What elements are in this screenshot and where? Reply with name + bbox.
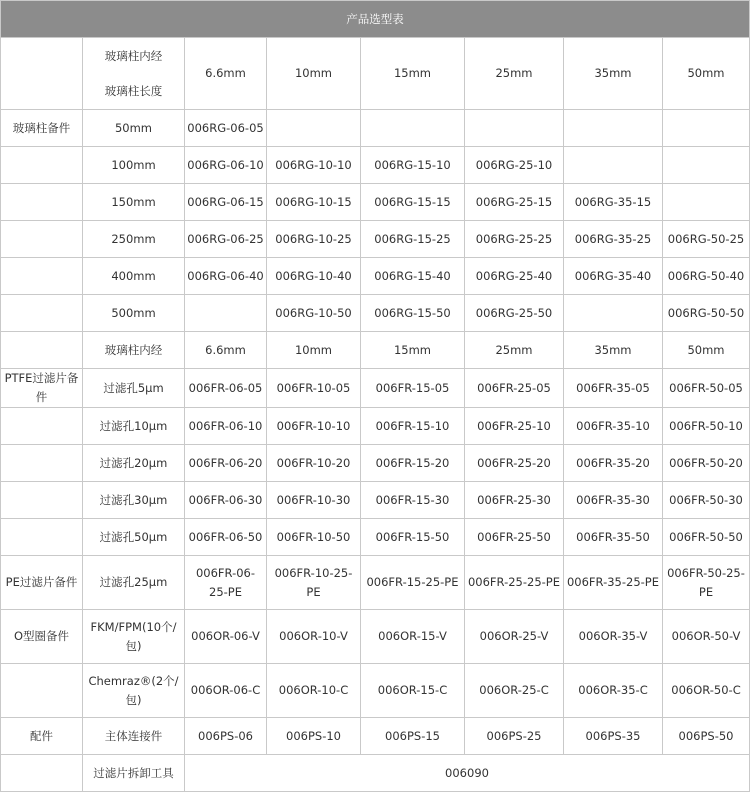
part-number-cell: 006FR-50-25-PE: [663, 556, 750, 610]
part-number-cell: 006OR-15-V: [361, 610, 465, 664]
group-empty-cell: [1, 408, 83, 445]
part-number-cell: 006RG-25-15: [465, 184, 564, 221]
row-label: 主体连接件: [83, 718, 185, 755]
part-number-cell: 006RG-10-10: [267, 147, 361, 184]
part-number-cell: 006FR-50-10: [663, 408, 750, 445]
row-label: 500mm: [83, 295, 185, 332]
oring-group-label: O型圈备件: [1, 610, 83, 664]
pe-group-label: PE过滤片备件: [1, 556, 83, 610]
table-row: [1, 110, 750, 147]
part-number-cell: 006OR-50-V: [663, 610, 750, 664]
table-row: [1, 718, 750, 755]
part-number-cell: 006RG-15-10: [361, 147, 465, 184]
part-number-cell: 006RG-15-25: [361, 221, 465, 258]
part-number-cell: 006RG-25-10: [465, 147, 564, 184]
part-number-cell: 006FR-10-20: [267, 445, 361, 482]
part-number-cell: 006FR-35-50: [564, 519, 663, 556]
ptfe-group-label: PTFE过滤片备件: [1, 369, 83, 408]
part-number-cell: 006OR-15-C: [361, 664, 465, 718]
diameter-header: 6.6mm: [185, 38, 267, 110]
row-label: 过滤孔20μm: [83, 445, 185, 482]
part-number-cell: 006RG-10-15: [267, 184, 361, 221]
part-number-cell: 006OR-25-V: [465, 610, 564, 664]
part-number-cell: 006PS-25: [465, 718, 564, 755]
part-number-cell: 006RG-06-10: [185, 147, 267, 184]
part-number-cell: 006RG-25-50: [465, 295, 564, 332]
group-empty-cell: [1, 519, 83, 556]
group-empty-cell: [1, 184, 83, 221]
table-row: [1, 610, 750, 664]
part-number-cell: 006OR-06-V: [185, 610, 267, 664]
part-number-cell: 006FR-06-30: [185, 482, 267, 519]
part-number-cell: 006FR-10-25-PE: [267, 556, 361, 610]
part-number-cell: 006OR-35-V: [564, 610, 663, 664]
part-number-cell: 006FR-06-50: [185, 519, 267, 556]
part-number-cell: 006FR-50-30: [663, 482, 750, 519]
table-row: [1, 408, 750, 445]
diameter-header: 50mm: [663, 38, 750, 110]
part-number-cell: 006090: [185, 755, 750, 792]
part-number-cell: 006FR-10-05: [267, 369, 361, 408]
part-number-cell: 006RG-50-40: [663, 258, 750, 295]
part-number-cell: 006RG-25-25: [465, 221, 564, 258]
part-number-cell: 006PS-06: [185, 718, 267, 755]
part-number-cell: 006OR-10-C: [267, 664, 361, 718]
part-number-cell: 006FR-35-25-PE: [564, 556, 663, 610]
part-number-cell: 006FR-06-05: [185, 369, 267, 408]
diameter-header: 25mm: [465, 332, 564, 369]
group-empty-cell: [1, 295, 83, 332]
table-row: [1, 369, 750, 408]
part-number-cell: 006FR-50-20: [663, 445, 750, 482]
diameter-header: 50mm: [663, 332, 750, 369]
part-number-cell: 006PS-10: [267, 718, 361, 755]
part-number-cell: 006FR-25-20: [465, 445, 564, 482]
diameter-header: 35mm: [564, 332, 663, 369]
table-row: [1, 147, 750, 184]
part-number-cell: 006FR-50-50: [663, 519, 750, 556]
group-empty-cell: [1, 258, 83, 295]
part-number-cell: 006RG-06-05: [185, 110, 267, 147]
part-number-cell: 006FR-06-25-PE: [185, 556, 267, 610]
group-empty-cell: [1, 332, 83, 369]
part-number-cell: 006RG-06-40: [185, 258, 267, 295]
filter-inner-diameter-label: 玻璃柱内经: [83, 332, 185, 369]
part-number-cell: 006RG-35-40: [564, 258, 663, 295]
part-number-cell: 006FR-15-25-PE: [361, 556, 465, 610]
part-number-cell: 006OR-10-V: [267, 610, 361, 664]
part-number-cell: 006FR-35-30: [564, 482, 663, 519]
part-number-cell: 006FR-15-05: [361, 369, 465, 408]
group-empty-cell: [1, 445, 83, 482]
part-number-cell: 006OR-06-C: [185, 664, 267, 718]
part-number-cell: 006FR-35-10: [564, 408, 663, 445]
row-label: 100mm: [83, 147, 185, 184]
table-row: [1, 755, 750, 792]
glass-group-label: 玻璃柱备件: [1, 110, 83, 147]
group-empty-cell: [1, 482, 83, 519]
table-row: [1, 221, 750, 258]
table-row: [1, 519, 750, 556]
part-number-cell: 006RG-10-25: [267, 221, 361, 258]
row-label: 50mm: [83, 110, 185, 147]
row-label: 150mm: [83, 184, 185, 221]
part-number-cell: [663, 110, 750, 147]
part-number-cell: [564, 110, 663, 147]
table-row: [1, 664, 750, 718]
part-number-cell: 006FR-25-10: [465, 408, 564, 445]
part-number-cell: 006FR-15-20: [361, 445, 465, 482]
part-number-cell: 006FR-25-25-PE: [465, 556, 564, 610]
part-number-cell: 006FR-15-30: [361, 482, 465, 519]
part-number-cell: 006RG-15-50: [361, 295, 465, 332]
part-number-cell: 006FR-25-50: [465, 519, 564, 556]
part-number-cell: 006RG-15-40: [361, 258, 465, 295]
part-number-cell: [564, 147, 663, 184]
table-row: [1, 556, 750, 610]
part-number-cell: 006FR-10-30: [267, 482, 361, 519]
part-number-cell: 006RG-10-40: [267, 258, 361, 295]
part-number-cell: [361, 110, 465, 147]
part-number-cell: 006OR-25-C: [465, 664, 564, 718]
part-number-cell: 006FR-35-05: [564, 369, 663, 408]
part-number-cell: 006FR-15-10: [361, 408, 465, 445]
part-number-cell: 006PS-15: [361, 718, 465, 755]
table-row: [1, 482, 750, 519]
row-label: 过滤孔10μm: [83, 408, 185, 445]
glass-inner-diameter-label: 玻璃柱内经: [104, 48, 163, 63]
part-number-cell: 006RG-06-15: [185, 184, 267, 221]
part-number-cell: 006RG-15-15: [361, 184, 465, 221]
row-label: 过滤片拆卸工具: [83, 755, 185, 792]
row-label: 过滤孔50μm: [83, 519, 185, 556]
part-number-cell: 006RG-50-50: [663, 295, 750, 332]
part-number-cell: 006FR-35-20: [564, 445, 663, 482]
diameter-header: 15mm: [361, 332, 465, 369]
part-number-cell: 006RG-25-40: [465, 258, 564, 295]
header-empty-cell: [1, 38, 83, 110]
table-row: [1, 184, 750, 221]
part-number-cell: 006RG-10-50: [267, 295, 361, 332]
part-number-cell: 006FR-10-10: [267, 408, 361, 445]
table-title: 产品选型表: [1, 1, 750, 38]
part-number-cell: 006FR-25-30: [465, 482, 564, 519]
row-label: 400mm: [83, 258, 185, 295]
row-label: 过滤孔25μm: [83, 556, 185, 610]
row-label: FKM/FPM(10个/包): [83, 610, 185, 664]
part-number-cell: [465, 110, 564, 147]
part-number-cell: 006FR-25-05: [465, 369, 564, 408]
part-number-cell: 006FR-06-20: [185, 445, 267, 482]
group-empty-cell: [1, 221, 83, 258]
diameter-header: 25mm: [465, 38, 564, 110]
diameter-header: 6.6mm: [185, 332, 267, 369]
part-number-cell: 006OR-50-C: [663, 664, 750, 718]
group-empty-cell: [1, 755, 83, 792]
group-empty-cell: [1, 147, 83, 184]
group-empty-cell: [1, 664, 83, 718]
part-number-cell: [663, 184, 750, 221]
row-label: Chemraz®(2个/包): [83, 664, 185, 718]
table-row: [1, 295, 750, 332]
part-number-cell: 006RG-35-25: [564, 221, 663, 258]
parts-group-label: 配件: [1, 718, 83, 755]
diameter-header: 10mm: [267, 38, 361, 110]
part-number-cell: 006FR-15-50: [361, 519, 465, 556]
part-number-cell: 006RG-35-15: [564, 184, 663, 221]
row-label: 250mm: [83, 221, 185, 258]
part-number-cell: [663, 147, 750, 184]
part-number-cell: 006OR-35-C: [564, 664, 663, 718]
part-number-cell: 006RG-06-25: [185, 221, 267, 258]
part-number-cell: 006FR-50-05: [663, 369, 750, 408]
part-number-cell: 006PS-50: [663, 718, 750, 755]
part-number-cell: 006RG-50-25: [663, 221, 750, 258]
row-label: 过滤孔30μm: [83, 482, 185, 519]
part-number-cell: [564, 295, 663, 332]
part-number-cell: [185, 295, 267, 332]
part-number-cell: 006PS-35: [564, 718, 663, 755]
diameter-header: 10mm: [267, 332, 361, 369]
diameter-header: 15mm: [361, 38, 465, 110]
diameter-header: 35mm: [564, 38, 663, 110]
row-label: 过滤孔5μm: [83, 369, 185, 408]
table-row: [1, 258, 750, 295]
table-row: [1, 445, 750, 482]
glass-length-label: 玻璃柱长度: [104, 83, 163, 98]
part-number-cell: [267, 110, 361, 147]
part-number-cell: 006FR-10-50: [267, 519, 361, 556]
glass-header-labels: [83, 38, 185, 110]
part-number-cell: 006FR-06-10: [185, 408, 267, 445]
